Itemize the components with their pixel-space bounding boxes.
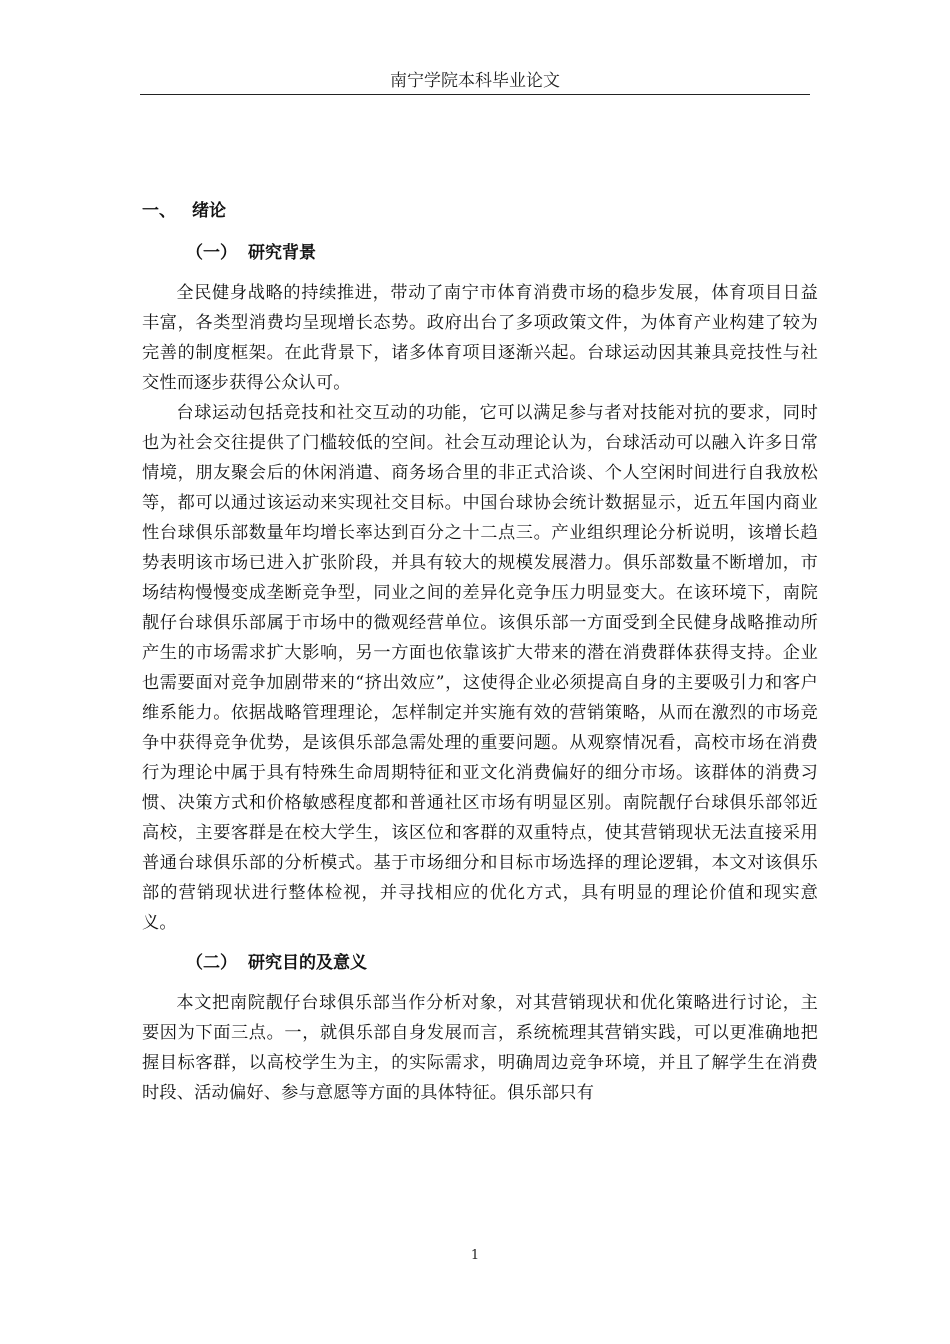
paragraph: 本文把南院靓仔台球俱乐部当作分析对象，对其营销现状和优化策略进行讨论，主要因为下面三点。一，就俱乐部自身发展而言，系统梳理其营销实践，可以更准确地把握目标客群，以高校学生为主，的实际需求，明确周边竞争环境，并且了解学生在消费时段、活动偏好、参与意愿等方面的具体特征。俱乐部只有 bbox=[142, 993, 818, 1103]
subsection-heading-purpose bbox=[142, 948, 818, 978]
section-heading bbox=[142, 196, 818, 226]
paragraph: 台球运动包括竞技和社交互动的功能，它可以满足参与者对技能对抗的要求，同时也为社会交往提供了门槛较低的空间。社会互动理论认为，台球活动可以融入许多日常情境，朋友聚会后的休闲消遣、商务场合里的非正式洽谈、个人空闲时间进行自我放松等，都可以通过该运动来实现社交目标。中国台球协会统计数据显示，近五年国内商业性台球俱乐部数量年均增长率达到百分之十二点三。产业组织理论分析说明，该增长趋势表明该市场已进入扩张阶段，并具有较大的规模发展潜力。俱乐部数量不断增加，市场结构慢慢变成垄断竞争型，同业之间的差异化竞争压力明显变大。在该环境下，南院靓仔台球俱乐部属于市场中的微观经营单位。该俱乐部一方面受到全民健身战略推动所产生的市场需求扩大影响，另一方面也依靠该扩大带来的潜在消费群体获得支持。企业也需要面对竞争加剧带来的“挤出效应”，这使得企业必须提高自身的主要吸引力和客户维系能力。依据战略管理理论，怎样制定并实施有效的营销策略，从而在激烈的市场竞争中获得竞争优势，是该俱乐部急需处理的重要问题。从观察情况看，高校市场在消费行为理论中属于具有特殊生命周期特征和亚文化消费偏好的细分市场。该群体的消费习惯、决策方式和价格敏感程度都和普通社区市场有明显区别。南院靓仔台球俱乐部邻近高校，主要客群是在校大学生，该区位和客群的双重特点，使其营销现状无法直接采用普通台球俱乐部的分析模式。基于市场细分和目标市场选择的理论逻辑，本文对该俱乐部的营销现状进行整体检视，并寻找相应的优化方式，具有明显的理论价值和现实意义。 bbox=[142, 403, 818, 933]
header-divider bbox=[140, 94, 810, 95]
section-number: 一、 bbox=[142, 201, 176, 221]
subsection-number: （二） bbox=[186, 953, 237, 973]
subsection-heading-background bbox=[142, 238, 818, 268]
page-number: 1 bbox=[470, 1248, 480, 1263]
subsection-title: 研究目的及意义 bbox=[248, 953, 367, 973]
section-title: 绪论 bbox=[192, 201, 226, 221]
subsection-title: 研究背景 bbox=[248, 243, 316, 263]
paragraph: 全民健身战略的持续推进，带动了南宁市体育消费市场的稳步发展，体育项目日益丰富，各类型消费均呈现增长态势。政府出台了多项政策文件，为体育产业构建了较为完善的制度框架。在此背景下，诸多体育项目逐渐兴起。台球运动因其兼具竞技性与社交性而逐步获得公众认可。 bbox=[142, 283, 818, 393]
subsection-number: （一） bbox=[186, 243, 237, 263]
page-body bbox=[142, 196, 818, 1108]
running-header: 南宁学院本科毕业论文 bbox=[390, 71, 560, 91]
